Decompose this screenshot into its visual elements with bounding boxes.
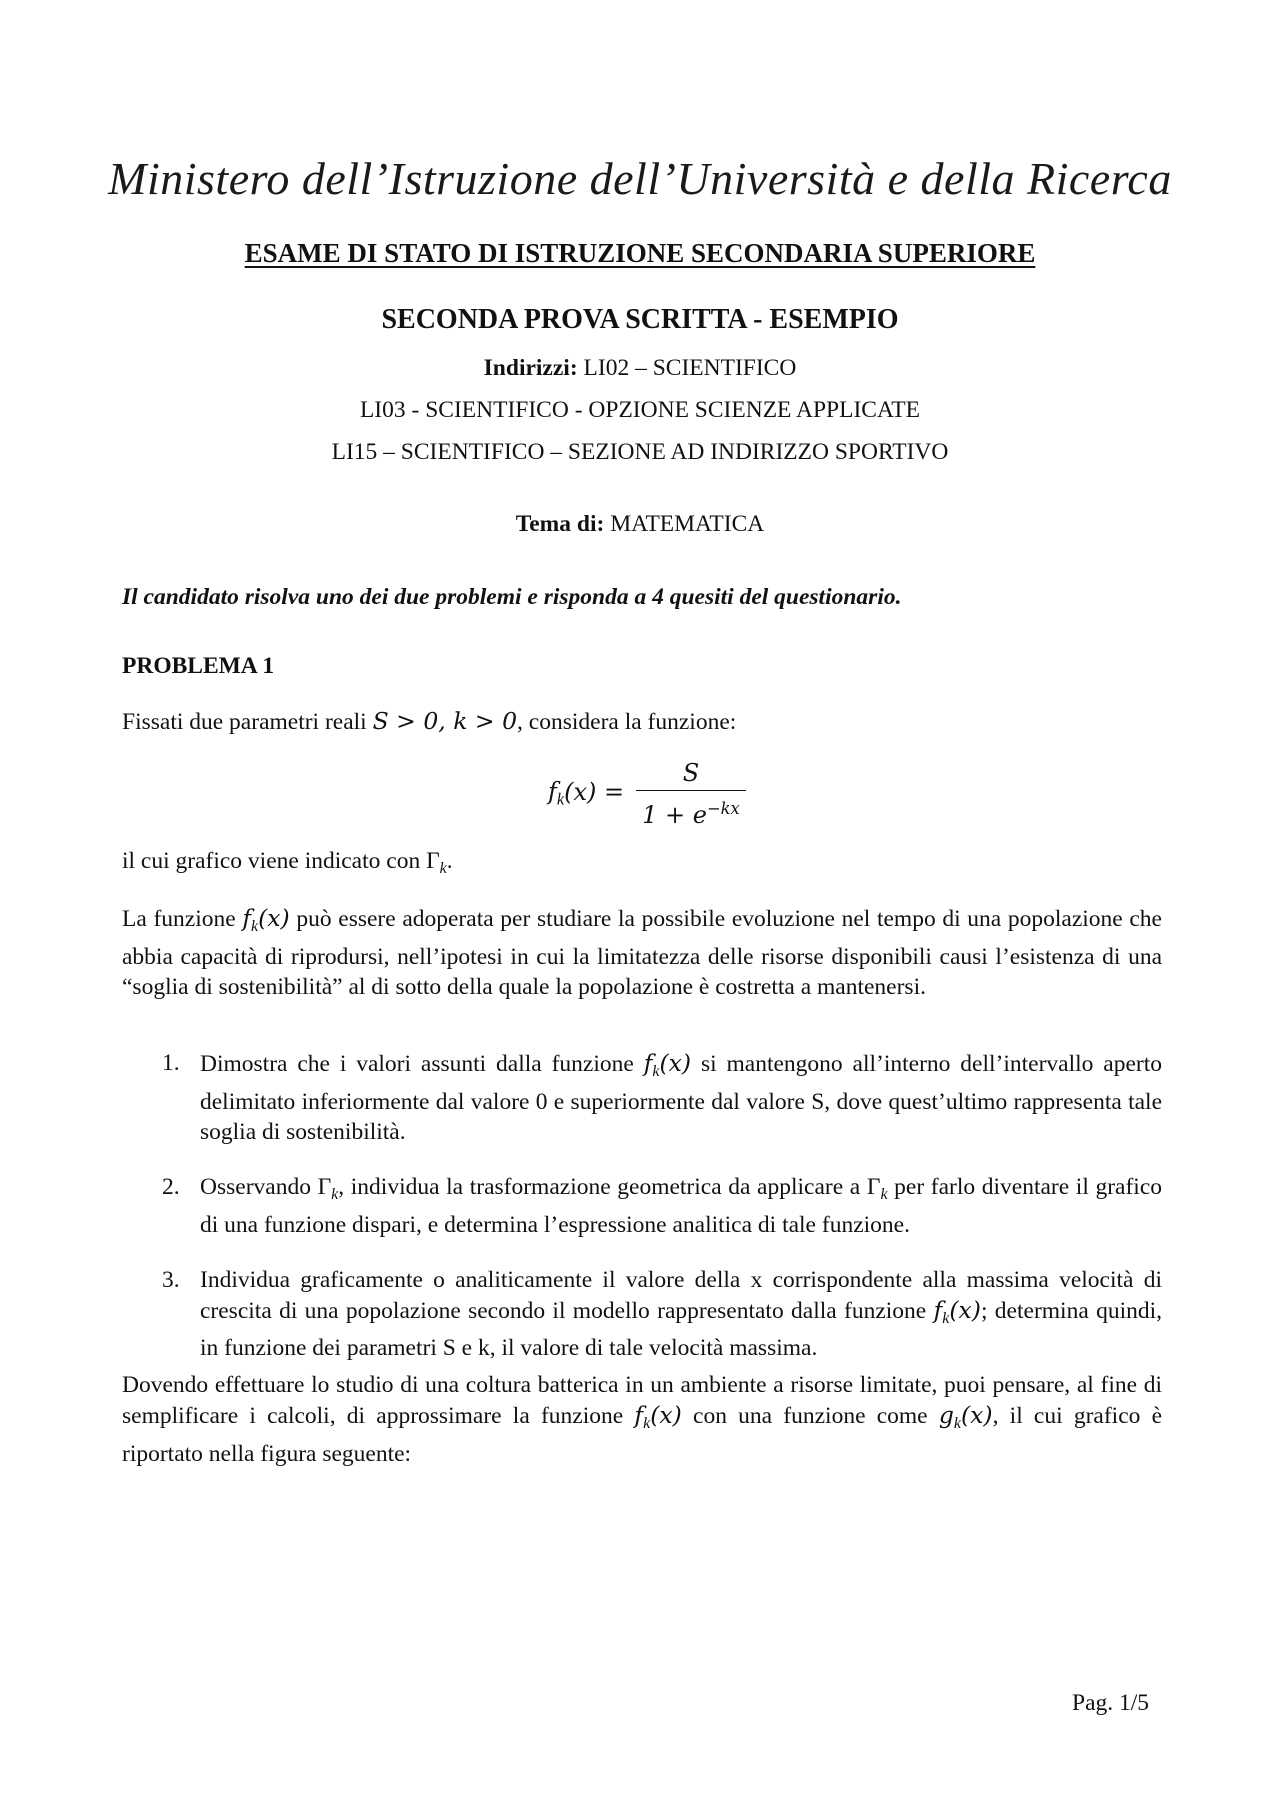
formula-f: f xyxy=(548,777,557,806)
intro-text-post: , considera la funzione: xyxy=(517,709,737,735)
question-2-post: per farlo diventare il grafico di una funzione dispari, e determina l’espressione analitica di tale funzione. xyxy=(200,1173,1163,1238)
ministry-header: Ministero dell’Istruzione dell’Università e della Ricerca xyxy=(108,153,1172,204)
indirizzi-line-1 xyxy=(0,355,1280,382)
formula-den-exponent: −kx xyxy=(706,799,740,818)
exam-title: ESAME DI STATO DI ISTRUZIONE SECONDARIA SUPERIORE xyxy=(244,238,1036,268)
indirizzi-value-1: LI02 – SCIENTIFICO xyxy=(583,355,797,381)
graph-text-post: . xyxy=(446,848,453,874)
problem-intro xyxy=(122,706,1162,737)
questions-list xyxy=(162,1048,1163,1363)
paragraph-1: La funzione $f_k(x)$ può essere adoperata per studiare la possibile evoluzione nel tempo di una popolazione che abbia capacità di riprodursi, nell’ipotesi in cui la limitatezza delle risorse disponibili causi l’esistenza di una “soglia di sostenibilità” al di sotto della quale la popolazione è costretta a mantenersi. xyxy=(122,904,1162,1000)
tema-value: MATEMATICA xyxy=(610,511,765,537)
question-2: 2. Osservando $\Gamma_k$, individua la trasformazione geometrica da applicare a $\Gamma_k$ per farlo diventare il grafico di una funzione dispari, e determina l’espressione analitica di tale funzione. xyxy=(162,1173,1163,1238)
para2-mid: con una funzione come xyxy=(693,1403,928,1429)
problem-heading: PROBLEMA 1 xyxy=(122,653,275,679)
page-number: Pag. 1/5 xyxy=(1072,1690,1150,1716)
tema-line xyxy=(0,511,1280,538)
question-2-pre: Osservando xyxy=(200,1173,311,1200)
formula-k: k xyxy=(556,789,565,809)
question-3-post: ; determina quindi, in funzione dei parametri S e k, il valore di tale velocità massima. xyxy=(200,1297,1163,1362)
gamma-subscript: k xyxy=(439,859,447,877)
exam-subtitle: SECONDA PROVA SCRITTA - ESEMPIO xyxy=(381,304,899,335)
indirizzi-line-2: LI03 - SCIENTIFICO - OPZIONE SCIENZE APPLICATE xyxy=(359,397,921,423)
formula-denominator xyxy=(636,790,746,830)
intro-text-pre: Fissati due parametri reali xyxy=(122,709,367,735)
question-3-pre: Individua graficamente o analiticamente il valore della x corrispondente alla massima velocità di crescita di una popolazione secondo il modello rappresentato dalla funzione xyxy=(200,1266,1162,1324)
question-1-post: si mantengono all’interno dell’intervallo aperto delimitato inferiormente dal valore 0 e superiormente dal valore S, dove quest’ultimo rappresenta tale soglia di sostenibilità. xyxy=(200,1051,1162,1145)
para1-pre: La funzione xyxy=(122,906,236,932)
formula-fraction xyxy=(636,758,746,830)
question-1-number: 1. xyxy=(162,1050,180,1076)
formula-den-base: 1 + e xyxy=(642,800,707,829)
para1-post: può essere adoperata per studiare la possibile evoluzione nel tempo di una popolazione che abbia capacità di riprodursi, nell’ipotesi in cui la limitatezza delle risorse disponibili causi l’esistenza di una “soglia di sostenibilità” al di sotto della quale la popolazione è costretta a mantenersi. xyxy=(122,906,1162,1000)
para2-pre: Dovendo effettuare lo studio di una coltura batterica in un ambiente a risorse limitate, puoi pensare, al fine di semplificare i calcoli, di approssimare la funzione xyxy=(122,1372,1162,1429)
paragraph-2: Dovendo effettuare lo studio di una coltura batterica in un ambiente a risorse limitate, puoi pensare, al fine di semplificare i calcoli, di approssimare la funzione $f_k(x)$ con una funzione come $g_k(x)$, il cui grafico è riportato nella figura seguente: xyxy=(122,1372,1163,1467)
graph-text-pre: il cui grafico viene indicato con xyxy=(122,848,421,874)
indirizzi-line-3: LI15 – SCIENTIFICO – SEZIONE AD INDIRIZZO SPORTIVO xyxy=(331,439,949,465)
question-2-mid: , individua la trasformazione geometrica da applicare a xyxy=(338,1173,861,1200)
question-1-pre: Dimostra che i valori assunti dalla funzione xyxy=(200,1051,634,1077)
tema-label: Tema di: xyxy=(515,511,605,537)
instructions: Il candidato risolva uno dei due problemi e risponda a 4 quesiti del questionario. xyxy=(122,584,902,610)
question-2-number: 2. xyxy=(162,1173,180,1200)
graph-sentence xyxy=(122,846,453,884)
formula-numerator: S xyxy=(682,759,700,787)
indirizzi-label: Indirizzi: xyxy=(483,355,578,381)
gamma-symbol: Γ xyxy=(426,848,440,874)
formula-arg: (x) = xyxy=(564,777,625,806)
question-3-number: 3. xyxy=(162,1266,180,1293)
para2-post: , il cui grafico è riportato nella figura seguente: xyxy=(122,1403,1163,1467)
question-3: 3. Individua graficamente o analiticamente il valore della x corrispondente alla massima velocità di crescita di una popolazione secondo il modello rappresentato dalla funzione $f_k(x)$; determina quindi, in funzione dei parametri S e k, il valore di tale velocità massima. xyxy=(162,1266,1163,1362)
question-1: 1. Dimostra che i valori assunti dalla funzione $f_k(x)$ si mantengono all’interno dell’intervallo aperto delimitato inferiormente dal valore 0 e superiormente dal valore S, dove quest’ultimo rappresenta tale soglia di sostenibilità. xyxy=(162,1049,1162,1145)
function-formula xyxy=(548,758,746,830)
intro-params: S > 0, k > 0 xyxy=(372,707,518,735)
